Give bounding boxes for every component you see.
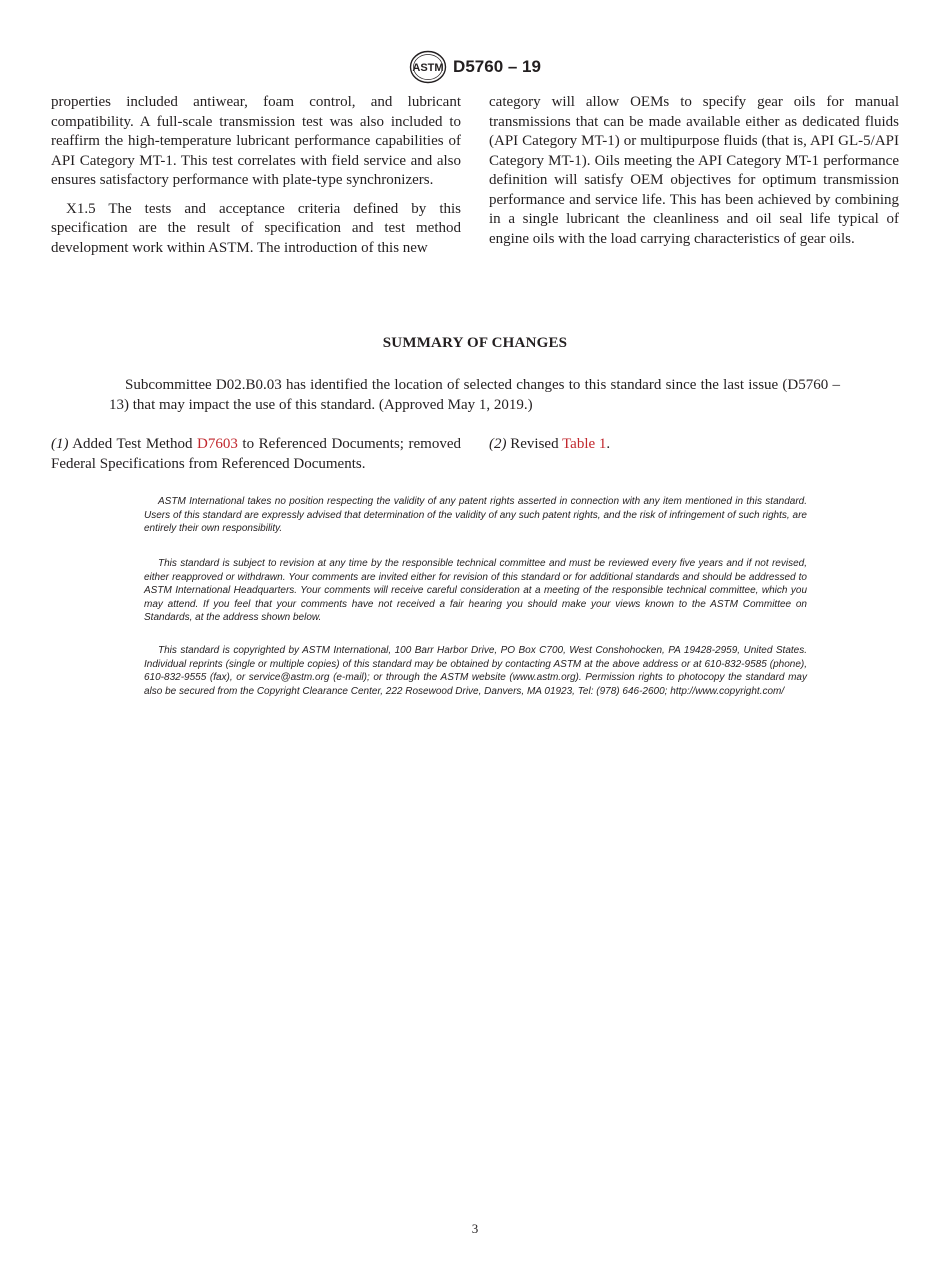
summary-intro-paragraph: Subcommittee D02.B0.03 has identified the location of selected changes to this standard since the last issue (D5760 – 13) that may impact the use of this standard. (Approved May 1, 2019.): [109, 377, 840, 413]
summary-of-changes-heading: SUMMARY OF CHANGES: [382, 335, 568, 351]
change-text: Added Test Method: [68, 436, 198, 452]
change-number: (2): [489, 436, 507, 452]
legal-notice-patent: ASTM International takes no position respecting the validity of any patent rights asserted in connection with any item mentioned in this standard. Users of this standard are expressly advised that determination of the validity of any such patent rights, and the risk of infringement of such rights, are entirely their own responsibility.: [144, 496, 807, 535]
legal-notice-copyright: This standard is copyrighted by ASTM International, 100 Barr Harbor Drive, PO Box C700, West Conshohocken, PA 19428-2959, United States. Individual reprints (single or multiple copies) of this standard may be obtained by contacting ASTM at the above address or at 610-832-9585 (phone), 610-832-9555 (fax), or service@astm.org (e-mail); or through the ASTM website (www.astm.org). Permission rights to photocopy the standard may also be secured from the Copyright Clearance Center, 222 Rosewood Drive, Danvers, MA 01923, Tel: (978) 646-2600; http://www.copyright.com/: [144, 645, 807, 697]
astm-logo-icon: [409, 50, 447, 84]
body-paragraph: properties included antiwear, foam control, and lubricant compatibility. A full-scale transmission test was also included to reaffirm the high-temperature lubricant performance capabilities of API Category MT-1. This test correlates with field service and also ensures satisfactory performance with plate-type synchronizers.: [51, 94, 461, 188]
change-text: to Referenced Documents; removed Federal Specifications from Referenced Documents.: [51, 436, 461, 472]
reference-link-table-1[interactable]: Table 1: [562, 436, 607, 452]
body-paragraph: X1.5 The tests and acceptance criteria defined by this specification are the result of specification and test method development work within ASTM. The introduction of this new: [51, 200, 461, 256]
right-column: [489, 93, 899, 249]
logo-text: ASTM: [412, 62, 444, 74]
legal-notice-revision: This standard is subject to revision at any time by the responsible technical committee and must be reviewed every five years and if not revised, either reapproved or withdrawn. Your comments are invited either for revision of this standard or for additional standards and should be addressed to ASTM International Headquarters. Your comments will receive careful consideration at a meeting of the responsible technical committee, which you may attend. If you feel that your comments have not received a fair hearing you should make your views known to the ASTM Committee on Standards, at the address shown below.: [144, 558, 807, 624]
page-number: 3: [471, 1221, 479, 1236]
change-item-1: [51, 435, 461, 474]
change-text: Revised: [506, 436, 563, 452]
reference-link-d7603[interactable]: D7603: [197, 436, 238, 452]
change-text: .: [606, 436, 611, 452]
left-column: [51, 93, 461, 258]
standard-designation: D5760 – 19: [453, 57, 541, 76]
change-item-2: [489, 435, 899, 455]
page-header: [0, 50, 950, 84]
body-paragraph: category will allow OEMs to specify gear oils for manual transmissions that can be made available either as dedicated fluids (API Category MT-1) or multipurpose fluids (that is, API GL-5/API Category MT-1). Oils meeting the API Category MT-1 performance definition will satisfy OEM objectives for optimum transmission performance and service life. This has been achieved by combining in a single lubricant the cleanliness and oil seal life typical of engine oils with the load carrying characteristics of gear oils.: [489, 94, 899, 247]
change-number: (1): [51, 436, 69, 452]
